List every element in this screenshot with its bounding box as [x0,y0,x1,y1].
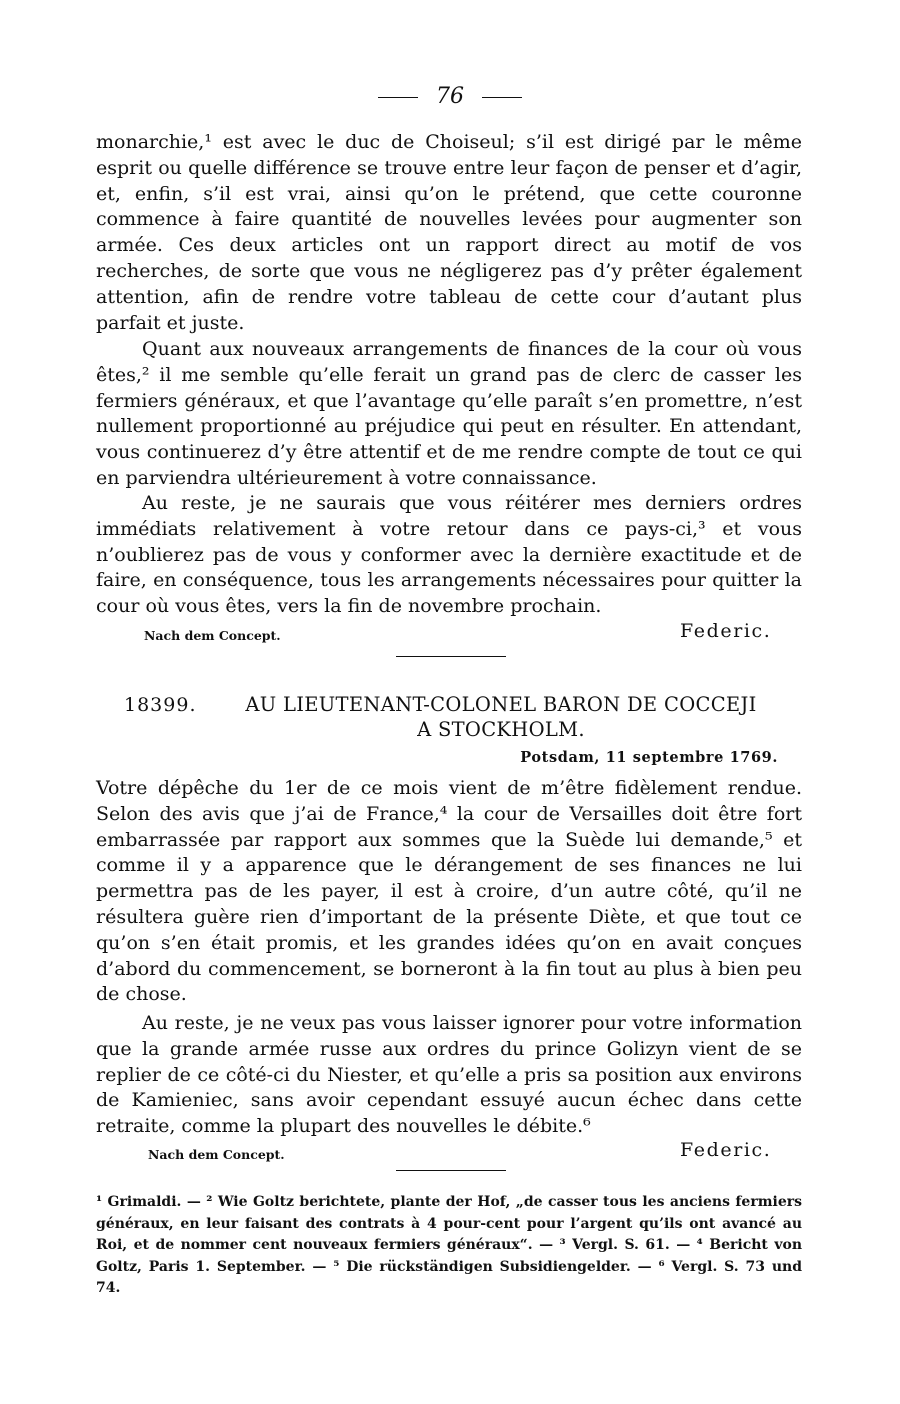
signature-1: Federic. [680,620,772,642]
header-dash-left [378,97,418,98]
paragraph-5: Au reste, je ne veux pas vous laisser ignorer pour votre information que la grande armée russe aux ordres du prince Golizyn vient de se replier de ce côté-ci du Niester, et qu’elle a pris sa position aux environs de Kamieniec, sans avoir cependant essuyé aucun échec dans cette retraite, comme la plupart des nouvelles le débite.⁶ [96,1012,802,1138]
paragraph-4: Votre dépêche du 1er de ce mois vient de m’être fidèlement rendue. Selon des avis que j’ai de France,⁴ la cour de Versailles doit être fort embarrassée par rapport aux sommes que la Suède lui demande,⁵ et comme il y a apparence que le dérangement de ses finances ne lui permettra pas de les payer, il est à croire, d’un autre côté, qu’il ne résultera guère rien d’important de la présente Diète, et que tout ce qu’on s’en était promis, et les grandes idées qu’on en avait conçues d’abord du commencement, se borneront à la fin tout au plus à bien peu de chose. [96,777,802,1006]
page-number: 76 [436,84,464,109]
paragraph-3: Au reste, je ne saurais que vous réitérer mes derniers ordres immédiats relativement à votre retour dans ce pays-ci,³ et vous n’oublierez pas de vous y conformer avec la dernière exactitude et de faire, en conséquence, tous les arrangements nécessaires pour quitter la cour où vous êtes, vers la fin de novembre prochain. [96,492,802,618]
paragraph-1: monarchie,¹ est avec le duc de Choiseul; s’il est dirigé par le même esprit ou quelle différence se trouve entre leur façon de penser et d’agir, et, enfin, s’il est vrai, ainsi qu’on le prétend, que cette couronne commence à faire quantité de nouvelles levées pour augmenter son armée. Ces deux articles ont un rapport direct au motif de vos recherches, de sorte que vous ne négligerez pas d’y prêter également attention, afin de rendre votre tableau de cette cour d’autant plus parfait et juste. [96,131,802,334]
dateline: Potsdam, 11 septembre 1769. [520,749,778,766]
letter-number: 18399. [124,694,197,716]
letter-heading [216,692,786,742]
signature-2: Federic. [680,1139,772,1161]
source-note-1: Nach dem Concept. [144,628,281,643]
page-header [0,84,900,109]
letter-title-line-2: A STOCKHOLM. [417,718,585,741]
header-dash-right [482,97,522,98]
paragraph-2: Quant aux nouveaux arrangements de finances de la cour où vous êtes,² il me semble qu’elle ferait un grand pas de clerc de casser les fermiers généraux, et que l’avantage qu’elle paraît s’en promettre, n’est nullement proportionné au préjudice qui peut en résulter. En attendant, vous continuerez d’y être attentif et de me rendre compte de tout ce qui en parviendra ultérieurement à votre connaissance. [96,338,802,489]
footnotes: ¹ Grimaldi. — ² Wie Goltz berichtete, plante der Hof, „de casser tous les anciens fermiers généraux, en leur faisant des contrats à 4 pour-cent pour l’argent qu’ils ont avancé au Roi, et de nommer cent nouveaux fermiers généraux“. — ³ Vergl. S. 61. — ⁴ Bericht von Goltz, Paris 1. September. — ⁵ Die rückständigen Subsidiengelder. — ⁶ Vergl. S. 73 und 74. [96,1194,802,1297]
letter-title-line-1: AU LIEUTENANT-COLONEL BARON DE COCCEJI [245,693,757,716]
source-note-2: Nach dem Concept. [148,1147,285,1162]
section-divider [396,656,506,657]
footnote-divider [396,1170,506,1171]
